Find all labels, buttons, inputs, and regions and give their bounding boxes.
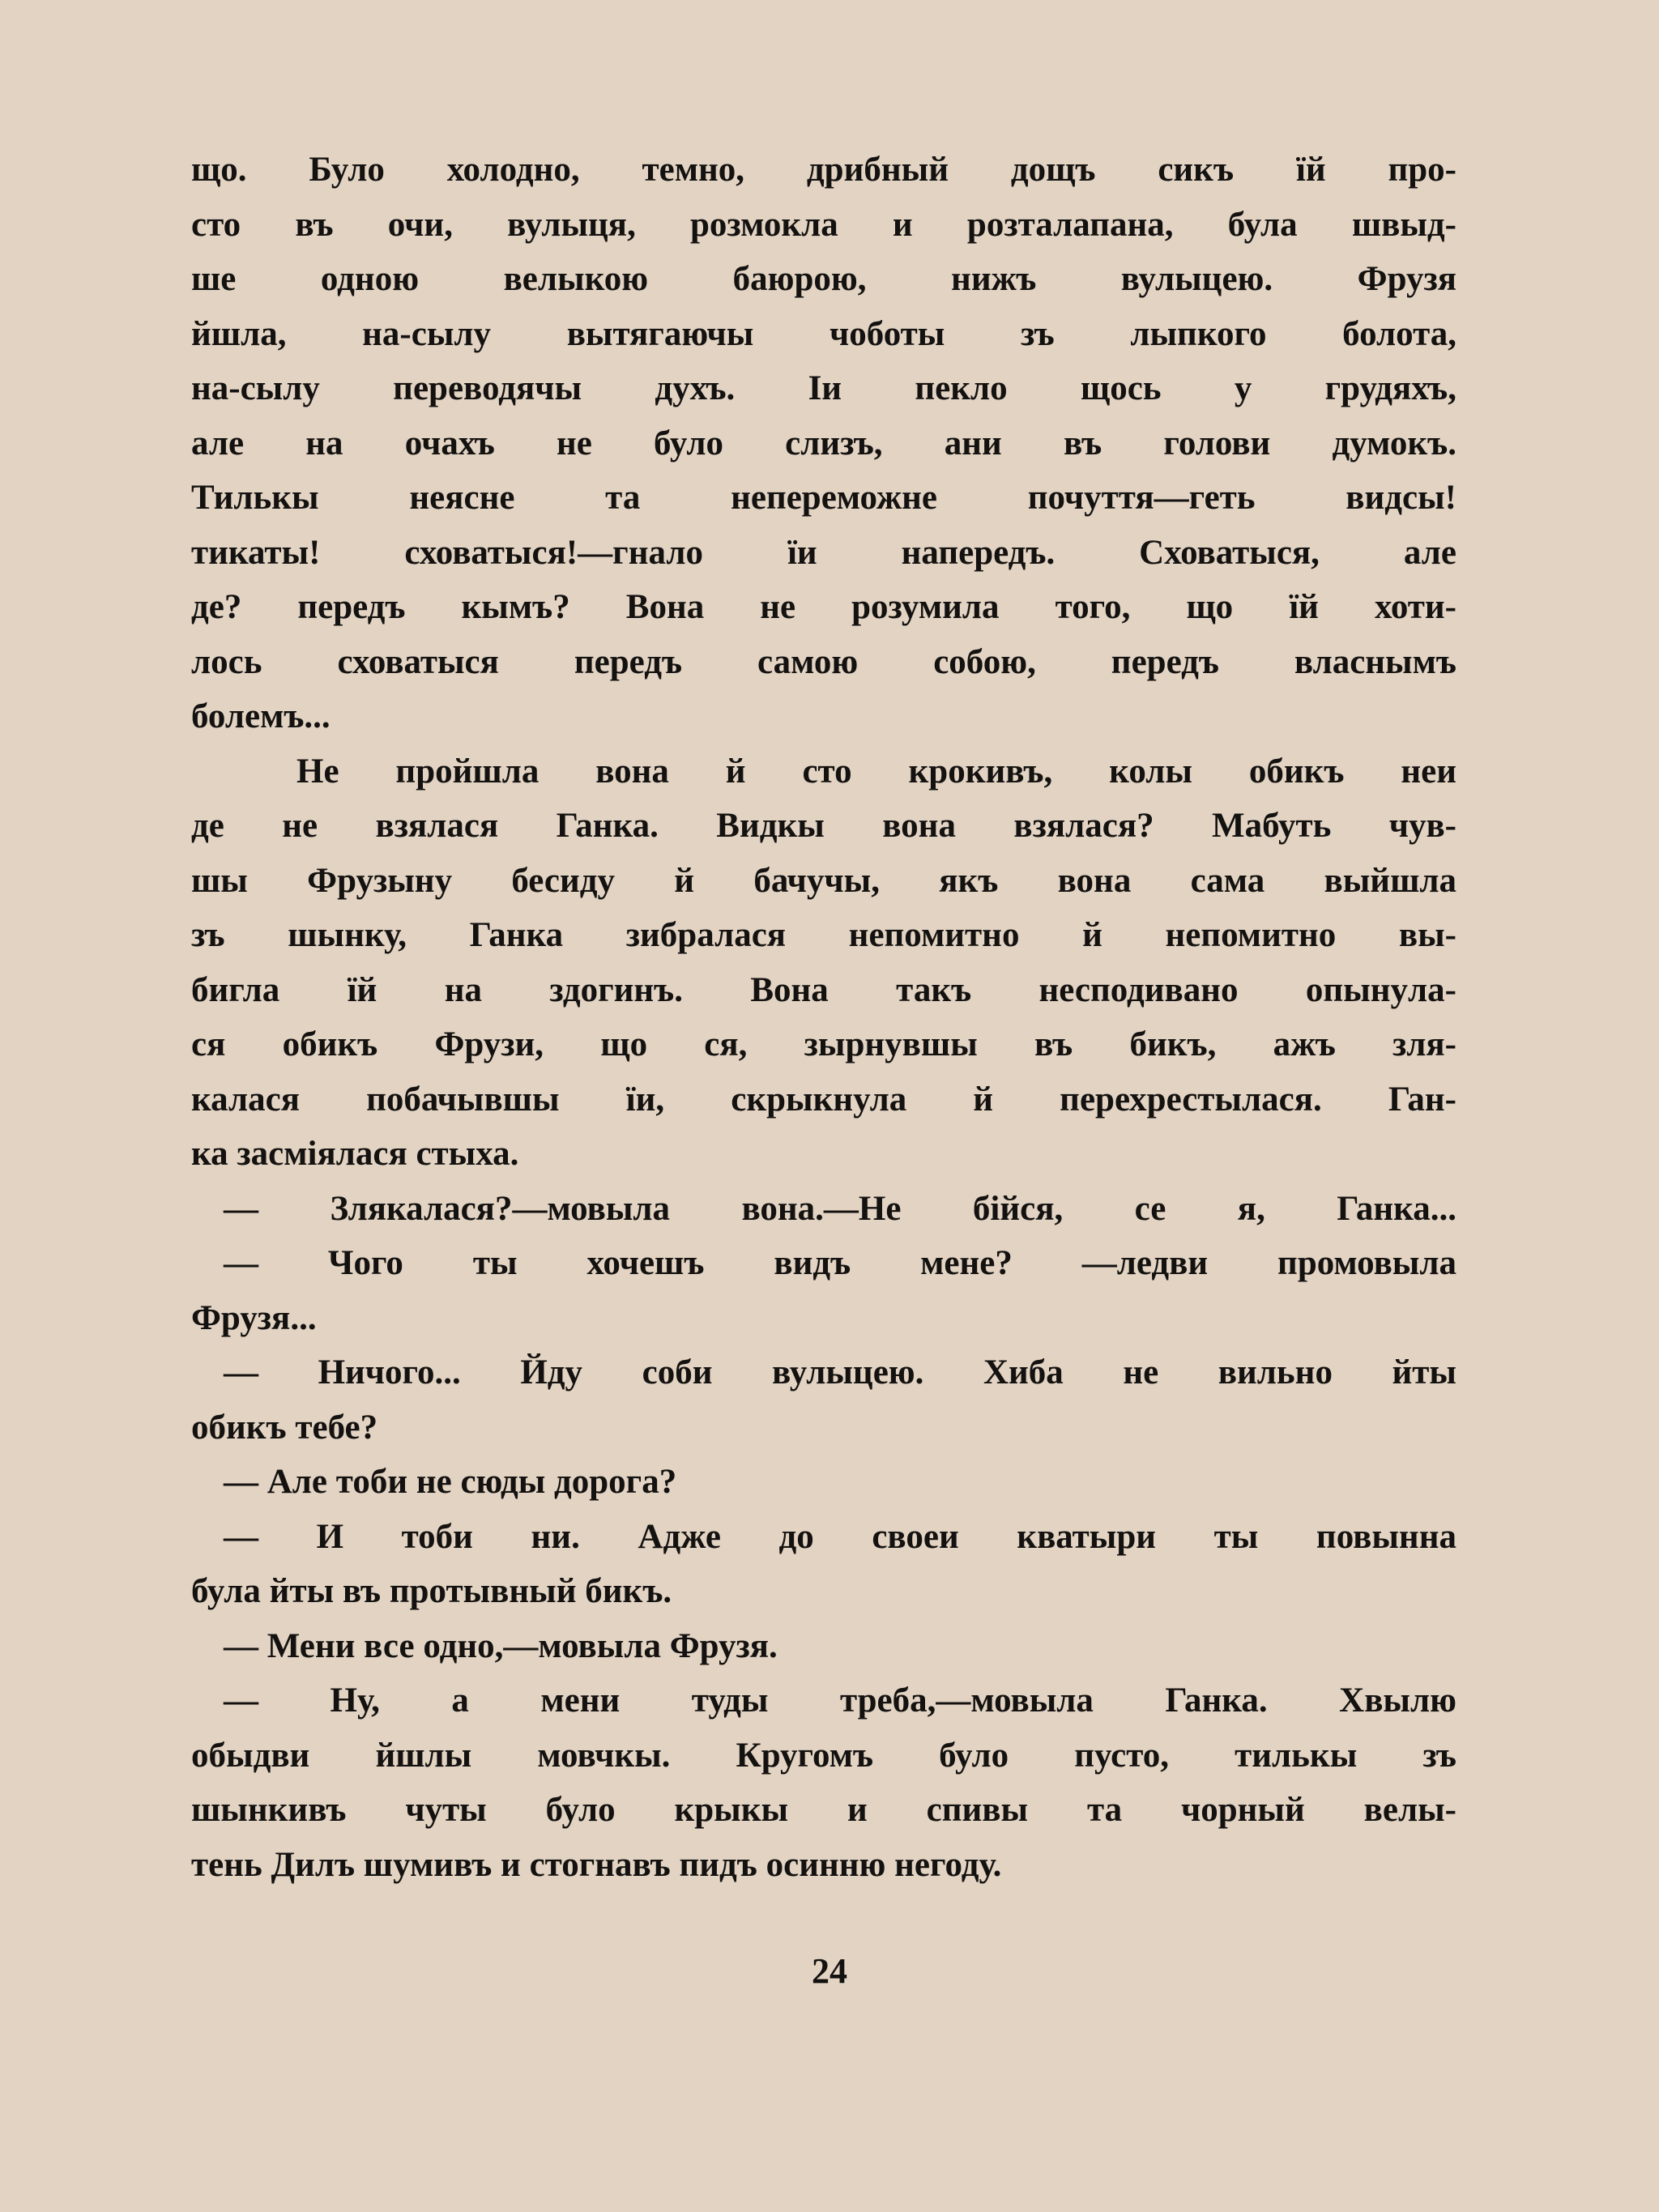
text-line: болемъ... — [191, 697, 331, 735]
text-line: — Ну, а мени туды треба,—мовыла Ганка. Хвылю — [224, 1681, 1456, 1720]
text-line: шынкивъ чуты було крыкы и спивы та чорный велы- — [191, 1791, 1456, 1829]
text-line: тень Дилъ шумивъ и стогнавъ пидъ осинню негоду. — [191, 1845, 1002, 1884]
text-line: обикъ тебе? — [191, 1408, 378, 1447]
text-line: обыдви йшлы мовчкы. Кругомъ було пусто, тилькы зъ — [191, 1736, 1456, 1775]
text-line: де не взялася Ганка. Видкы вона взялася? Мабуть чув- — [191, 807, 1456, 845]
text-line: калася побачывшы їи, скрыкнула й перехрестылася. Ган- — [191, 1080, 1456, 1119]
page-number: 24 — [812, 1951, 847, 1991]
text-line: — Злякалася?—мовыла вона.—Не бійся, се я, Ганка... — [224, 1189, 1456, 1228]
text-line: Тилькы неясне та непереможне почуття—геть видсы! — [191, 479, 1456, 517]
text-line: на-сылу переводячы духъ. Іи пекло щось у грудяхъ, — [191, 369, 1456, 407]
text-line: лось сховатыся передъ самою собою, передъ власнымъ — [191, 642, 1456, 681]
text-line: — Ничого... Йду соби вулыцею. Хиба не вильно йты — [224, 1353, 1456, 1392]
text-line: але на очахъ не було слизъ, ани въ голови думокъ. — [191, 424, 1456, 462]
text-line: що. Було холодно, темно, дрибный дощъ сикъ їй про- — [191, 151, 1456, 189]
text-line: бигла їй на здогинъ. Вона такъ несподивано опынyла- — [191, 970, 1456, 1009]
text-line: ше одною велыкою баюрою, нижъ вулыцею. Фрузя — [191, 260, 1456, 298]
text-line: сто въ очи, вулыця, розмокла и розталапана, була швыд- — [191, 205, 1456, 244]
text-line: — Мени все одно,—мовыла Фрузя. — [224, 1626, 778, 1665]
text-line: — Чого ты хочешъ видъ мене? —ледви промовыла — [224, 1244, 1456, 1282]
text-line: Фрузя... — [191, 1298, 317, 1337]
text-line: була йты въ протывный бикъ. — [191, 1572, 672, 1610]
text-line: — И тоби ни. Адже до своеи кватыри ты повынна — [224, 1517, 1456, 1556]
text-line: тикаты! сховатыся!—гнало їи напередъ. Сховатыся, але — [191, 533, 1456, 572]
text-line: — Але тоби не сюды дорога? — [224, 1463, 677, 1501]
text-line: ка засміялася стыха. — [191, 1135, 519, 1173]
text-line: шы Фрузыну бесиду й бачучы, якъ вона сама выйшла — [191, 861, 1456, 900]
text-line: ся обикъ Фрузи, що ся, зырнувшы въ бикъ, ажъ зля- — [191, 1025, 1456, 1063]
text-line: де? передъ кымъ? Вона не розумила того, що їй хоти- — [191, 588, 1456, 626]
text-line: йшла, на-сылу вытягаючы чоботы зъ лыпкого болота, — [191, 314, 1456, 353]
text-line: зъ шынку, Ганка зибралася непомитно й непомитно вы- — [191, 916, 1456, 954]
page-body-text — [191, 143, 1456, 1892]
text-line: Не пройшла вона й сто крокивъ, колы обикъ неи — [296, 752, 1456, 791]
